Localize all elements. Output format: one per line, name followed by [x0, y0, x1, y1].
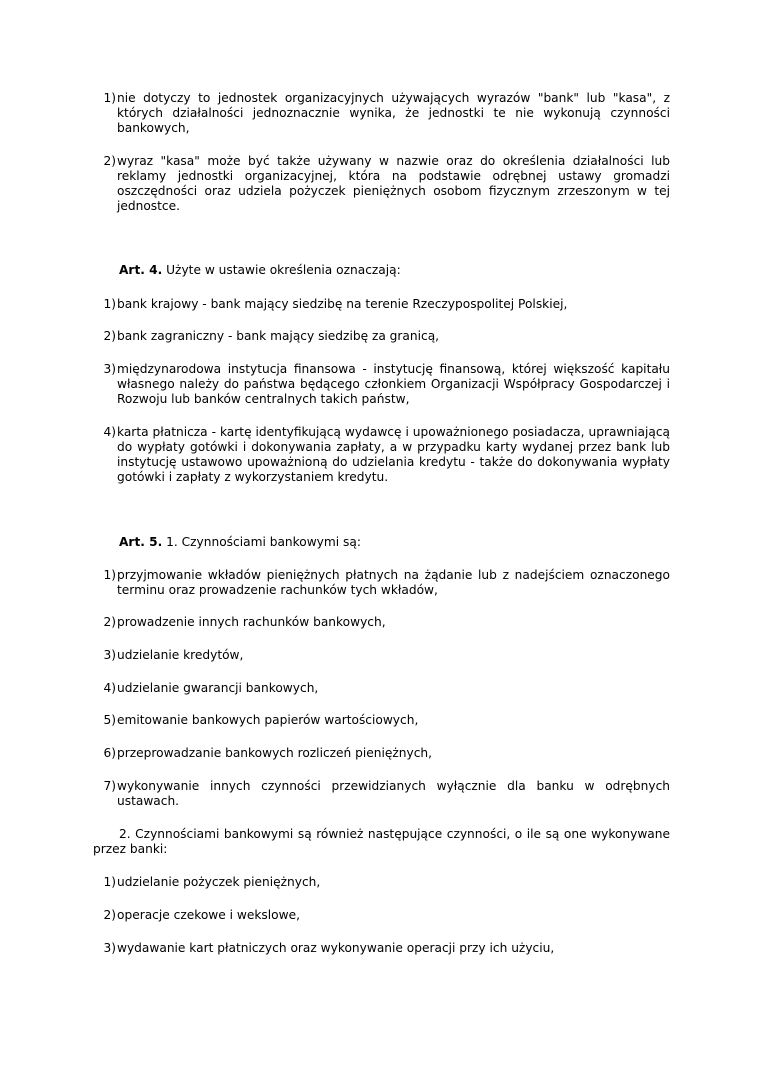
- list-item: [93, 941, 670, 956]
- list-number: 2): [103, 154, 116, 168]
- list-text: przeprowadzanie bankowych rozliczeń pieniężnych,: [117, 746, 433, 760]
- list-item: [93, 297, 670, 312]
- list-item: [93, 746, 670, 761]
- list-number: 3): [103, 648, 116, 662]
- list-item: [93, 648, 670, 663]
- list-item: [93, 425, 670, 485]
- article-intro: 1. Czynnościami bankowymi są:: [162, 535, 361, 549]
- list-number: 3): [103, 362, 116, 376]
- list-item: [93, 779, 670, 809]
- list-text: wykonywanie innych czynności przewidzianych wyłącznie dla banku w odrębnych ustawach.: [117, 779, 670, 808]
- list-item: [93, 681, 670, 696]
- list-number: 2): [103, 615, 116, 629]
- list-item: [93, 362, 670, 407]
- list-number: 1): [103, 875, 116, 889]
- list-text: udzielanie gwarancji bankowych,: [117, 681, 319, 695]
- list-item: [93, 713, 670, 728]
- list-text: prowadzenie innych rachunków bankowych,: [117, 615, 386, 629]
- list-text: udzielanie kredytów,: [117, 648, 244, 662]
- list-item: [93, 154, 670, 214]
- article-5-heading: [93, 535, 670, 550]
- list-number: 2): [103, 908, 116, 922]
- list-number: 5): [103, 713, 116, 727]
- list-number: 4): [103, 681, 116, 695]
- list-text: bank zagraniczny - bank mający siedzibę za granicą,: [117, 329, 440, 343]
- list-item: [93, 329, 670, 344]
- list-number: 3): [103, 941, 116, 955]
- list-item: [93, 908, 670, 923]
- list-text: udzielanie pożyczek pieniężnych,: [117, 875, 321, 889]
- list-number: 7): [103, 779, 116, 793]
- list-item: [93, 568, 670, 598]
- list-number: 4): [103, 425, 116, 439]
- list-number: 1): [103, 91, 116, 105]
- list-text: przyjmowanie wkładów pieniężnych płatnych na żądanie lub z nadejściem oznaczonego terminu oraz prowadzenie rachunków tych wkładów,: [117, 568, 670, 597]
- list-text: emitowanie bankowych papierów wartościowych,: [117, 713, 419, 727]
- list-text: operacje czekowe i wekslowe,: [117, 908, 300, 922]
- article-intro: Użyte w ustawie określenia oznaczają:: [162, 263, 401, 277]
- list-number: 1): [103, 297, 116, 311]
- article-label: Art. 5.: [119, 535, 163, 549]
- list-number: 6): [103, 746, 116, 760]
- list-number: 2): [103, 329, 116, 343]
- list-text: bank krajowy - bank mający siedzibę na terenie Rzeczypospolitej Polskiej,: [117, 297, 568, 311]
- article-label: Art. 4.: [119, 263, 163, 277]
- list-text: wyraz "kasa" może być także używany w nazwie oraz do określenia działalności lub reklamy jednostki organizacyjnej, która na podstawie odrębnej ustawy gromadzi oszczędności oraz udziela pożyczek pieniężnych osobom fizycznym zrzeszonym w tej jednostce.: [117, 154, 670, 213]
- list-text: nie dotyczy to jednostek organizacyjnych używających wyrazów "bank" lub "kasa", z których działalności jednoznacznie wynika, że jednostki te nie wykonują czynności bankowych,: [117, 91, 670, 135]
- list-text: wydawanie kart płatniczych oraz wykonywanie operacji przy ich użyciu,: [117, 941, 555, 955]
- list-number: 1): [103, 568, 116, 582]
- list-item: [93, 615, 670, 630]
- article-4-heading: [93, 263, 670, 278]
- list-item: [93, 875, 670, 890]
- paragraph-2: 2. Czynnościami bankowymi są również następujące czynności, o ile są one wykonywane przez banki:: [93, 827, 670, 856]
- list-text: międzynarodowa instytucja finansowa - instytucję finansową, której większość kapitału własnego należy do państwa będącego członkiem Organizacji Współpracy Gospodarczej i Rozwoju lub banków centralnych takich państw,: [117, 362, 670, 406]
- list-text: karta płatnicza - kartę identyfikującą wydawcę i upoważnionego posiadacza, uprawniającą do wypłaty gotówki i dokonywania zapłaty, a w przypadku karty wydanej przez bank lub instytucję ustawowo upoważnioną do udzielania kredytu - także do dokonywania wypłaty gotówki i zapłaty z wykorzystaniem kredytu.: [117, 425, 670, 484]
- list-item: [93, 91, 670, 136]
